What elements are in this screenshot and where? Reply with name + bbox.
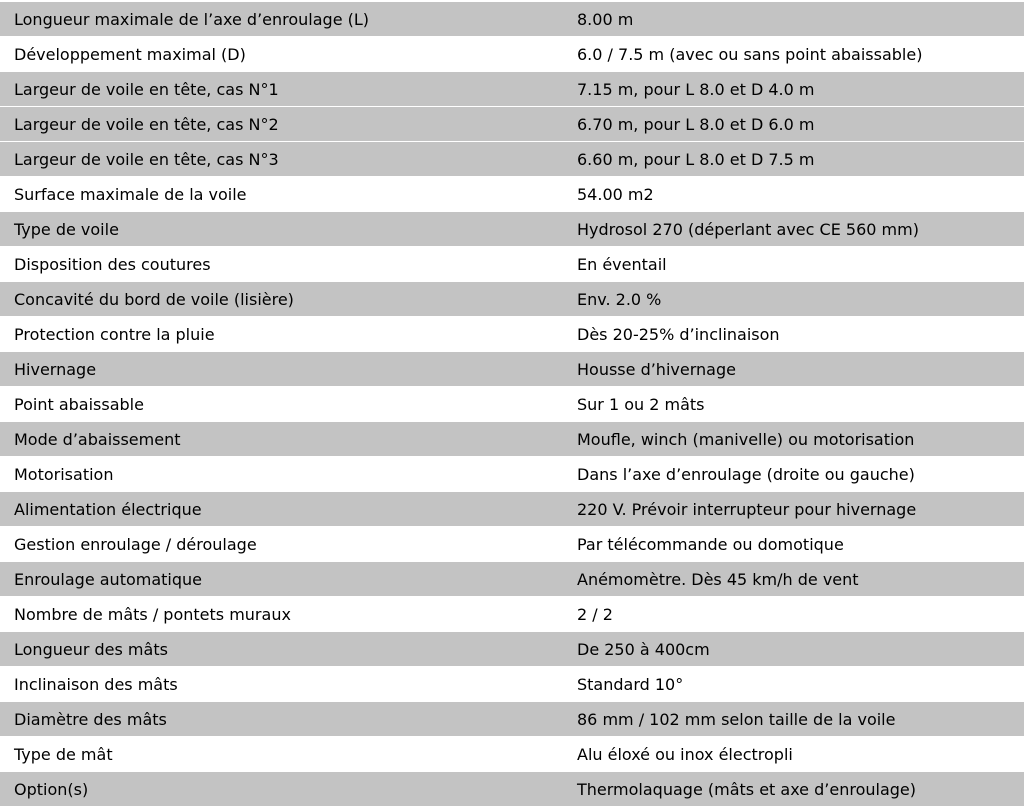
row-label: Longueur des mâts [14,639,168,659]
row-value: Thermolaquage (mâts et axe d’enroulage) [577,779,916,799]
row-label: Surface maximale de la voile [14,184,247,204]
row-value: Hydrosol 270 (déperlant avec CE 560 mm) [577,219,919,239]
row-label: Disposition des coutures [14,254,211,274]
table-row [0,772,1024,807]
row-label: Point abaissable [14,394,144,414]
row-label: Alimentation électrique [14,499,202,519]
row-value: Alu éloxé ou inox électropli [577,744,793,764]
row-label: Développement maximal (D) [14,44,246,64]
row-value: Par télécommande ou domotique [577,534,844,554]
table-row [0,72,1024,107]
row-label: Largeur de voile en tête, cas N°3 [14,149,279,169]
table-row [0,212,1024,247]
row-value: Dans l’axe d’enroulage (droite ou gauche) [577,464,915,484]
row-value: En éventail [577,254,667,274]
table-row [0,597,1024,632]
row-value: 54.00 m2 [577,184,654,204]
table-row [0,387,1024,422]
table-row [0,2,1024,37]
row-value: 6.60 m, pour L 8.0 et D 7.5 m [577,149,815,169]
row-label: Enroulage automatique [14,569,202,589]
row-label: Nombre de mâts / pontets muraux [14,604,291,624]
row-value: Sur 1 ou 2 mâts [577,394,705,414]
row-label: Protection contre la pluie [14,324,215,344]
table-row [0,667,1024,702]
row-value: Standard 10° [577,674,684,694]
row-label: Largeur de voile en tête, cas N°1 [14,79,279,99]
table-row [0,247,1024,282]
table-row [0,352,1024,387]
row-value: Moufle, winch (manivelle) ou motorisation [577,429,915,449]
row-value: Dès 20-25% d’inclinaison [577,324,780,344]
row-label: Motorisation [14,464,114,484]
row-value: 8.00 m [577,9,634,29]
table-row [0,282,1024,317]
row-label: Concavité du bord de voile (lisière) [14,289,294,309]
row-label: Option(s) [14,779,89,799]
row-label: Gestion enroulage / déroulage [14,534,257,554]
row-label: Type de mât [14,744,113,764]
row-value: Env. 2.0 % [577,289,662,309]
row-label: Type de voile [14,219,119,239]
row-value: Housse d’hivernage [577,359,736,379]
row-value: 6.0 / 7.5 m (avec ou sans point abaissable) [577,44,923,64]
row-value: De 250 à 400cm [577,639,710,659]
row-label: Inclinaison des mâts [14,674,178,694]
row-label: Longueur maximale de l’axe d’enroulage (L) [14,9,370,29]
table-row [0,107,1024,142]
row-value: 86 mm / 102 mm selon taille de la voile [577,709,896,729]
row-label: Diamètre des mâts [14,709,167,729]
table-row [0,457,1024,492]
row-label: Mode d’abaissement [14,429,181,449]
table-row [0,37,1024,72]
table-row [0,317,1024,352]
row-value: 7.15 m, pour L 8.0 et D 4.0 m [577,79,815,99]
table-row [0,702,1024,737]
row-value: 6.70 m, pour L 8.0 et D 6.0 m [577,114,815,134]
table-row [0,632,1024,667]
table-row [0,492,1024,527]
table-row [0,527,1024,562]
table-row [0,422,1024,457]
row-label: Hivernage [14,359,97,379]
table-row [0,177,1024,212]
row-label: Largeur de voile en tête, cas N°2 [14,114,279,134]
row-value: Anémomètre. Dès 45 km/h de vent [577,569,859,589]
row-value: 2 / 2 [577,604,613,624]
table-row [0,142,1024,177]
table-row [0,737,1024,772]
table-row [0,562,1024,597]
row-value: 220 V. Prévoir interrupteur pour hivernage [577,499,917,519]
